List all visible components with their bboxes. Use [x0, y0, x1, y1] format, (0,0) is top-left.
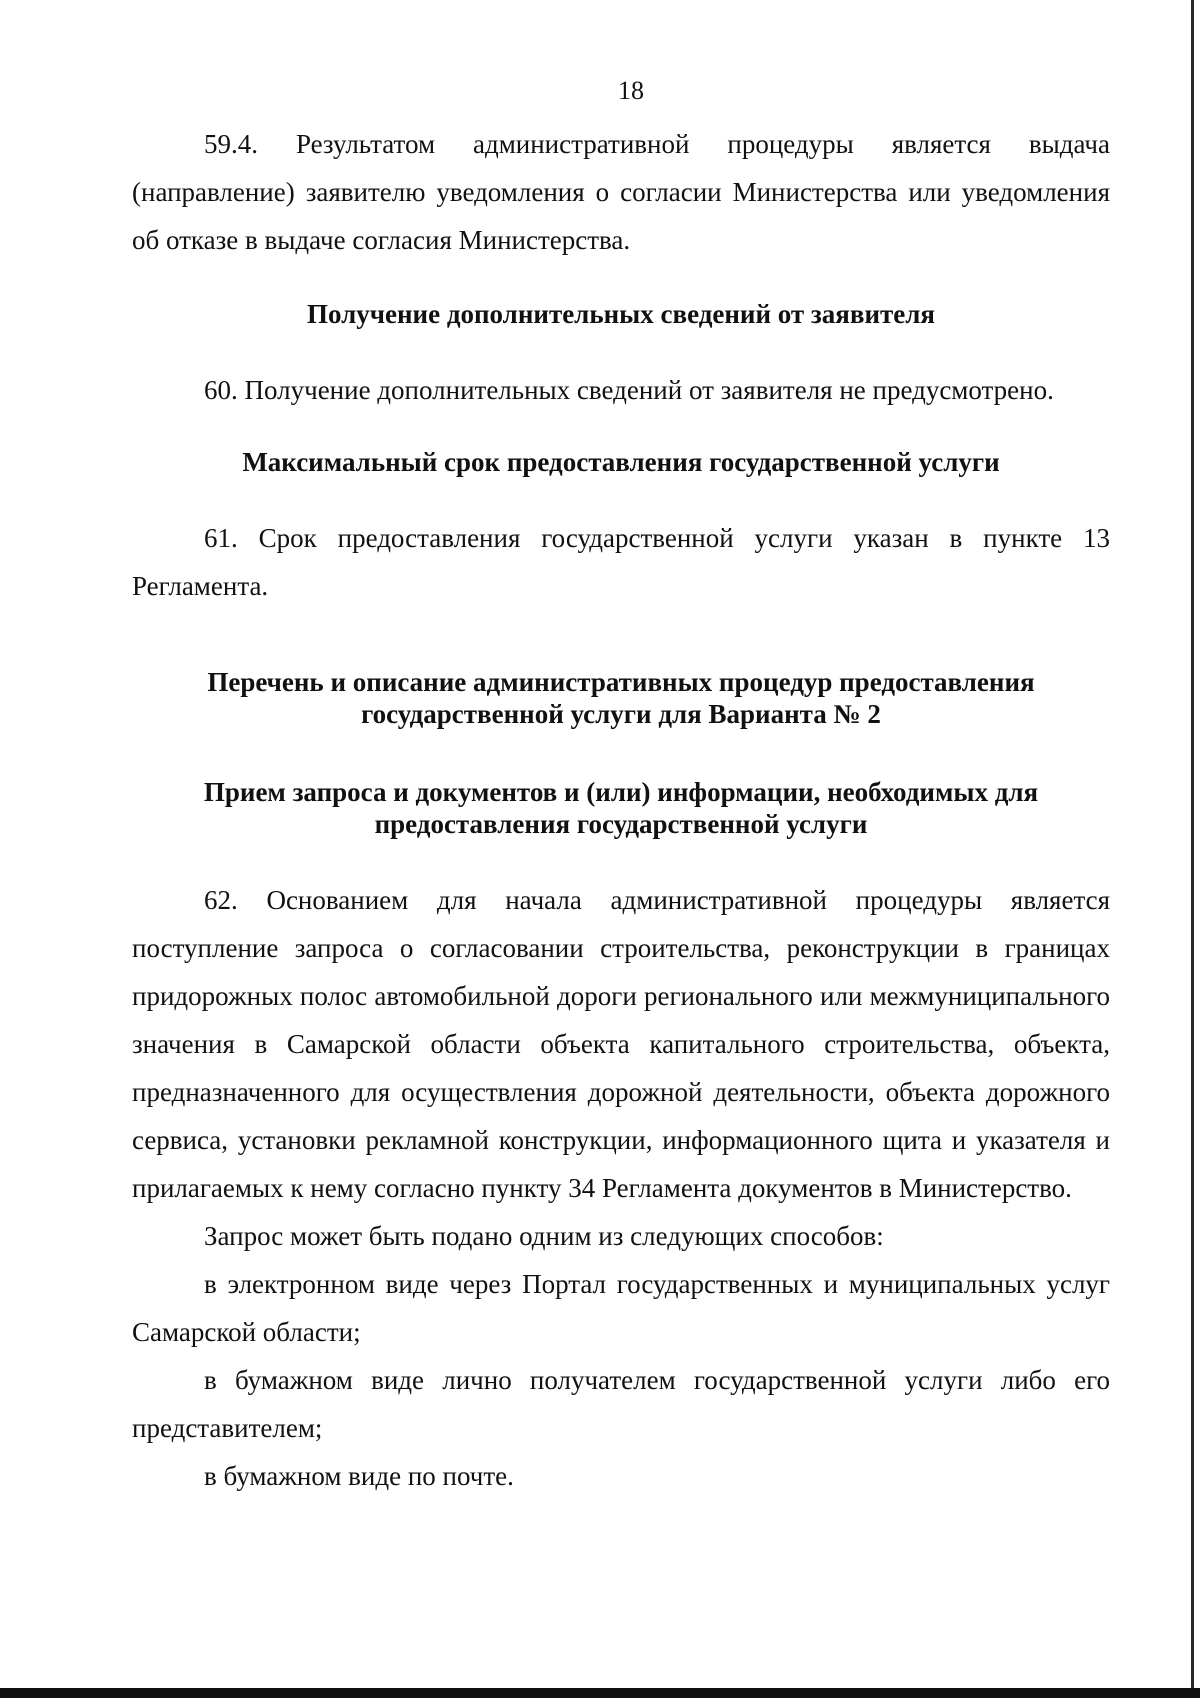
- paragraph-request-methods: Запрос может быть подано одним из следующих способов:: [204, 1221, 884, 1251]
- heading-procedures-line-2: государственной услуги для Варианта № 2: [361, 699, 881, 729]
- paragraph-59-4: 59.4. Результатом административной процедуры является выдача (направление) заявителю уведомления о согласии Министерства или уведомления об отказе в выдаче согласия Министерства.: [132, 129, 1110, 255]
- paragraph-61: 61. Срок предоставления государственной услуги указан в пункте 13 Регламента.: [132, 523, 1110, 601]
- method-paper-personal: в бумажном виде лично получателем государственной услуги либо его представителем;: [132, 1365, 1110, 1443]
- scan-edge-right: [1191, 0, 1194, 1692]
- heading-request: [132, 776, 1110, 840]
- heading-additional-info: Получение дополнительных сведений от заявителя: [306, 299, 936, 329]
- heading-request-line-2: предоставления государственной услуги: [374, 809, 868, 839]
- method-electronic: в электронном виде через Портал государственных и муниципальных услуг Самарской области;: [132, 1269, 1110, 1347]
- heading-request-line-1: Прием запроса и документов и (или) информации, необходимых для: [203, 777, 1039, 807]
- document-body: [132, 120, 1110, 1500]
- paragraph-62: 62. Основанием для начала административной процедуры является поступление запроса о согласовании строительства, реконструкции в границах придорожных полос автомобильной дороги регионального или межмуниципального значения в Самарской области объекта капитального строительства, объекта, предназначенного для осуществления дорожной деятельности, объекта дорожного сервиса, установки рекламной конструкции, информационного щита и указателя и прилагаемых к нему согласно пункту 34 Регламента документов в Министерство.: [132, 885, 1110, 1203]
- method-paper-mail: в бумажном виде по почте.: [204, 1461, 514, 1491]
- heading-procedures: [132, 666, 1110, 730]
- heading-max-term: Максимальный срок предоставления государственной услуги: [242, 447, 1000, 477]
- scan-edge-bottom: [0, 1688, 1200, 1698]
- heading-procedures-line-1: Перечень и описание административных процедур предоставления: [207, 667, 1035, 697]
- paragraph-60: 60. Получение дополнительных сведений от заявителя не предусмотрено.: [204, 375, 1054, 405]
- page-number: 18: [618, 76, 644, 105]
